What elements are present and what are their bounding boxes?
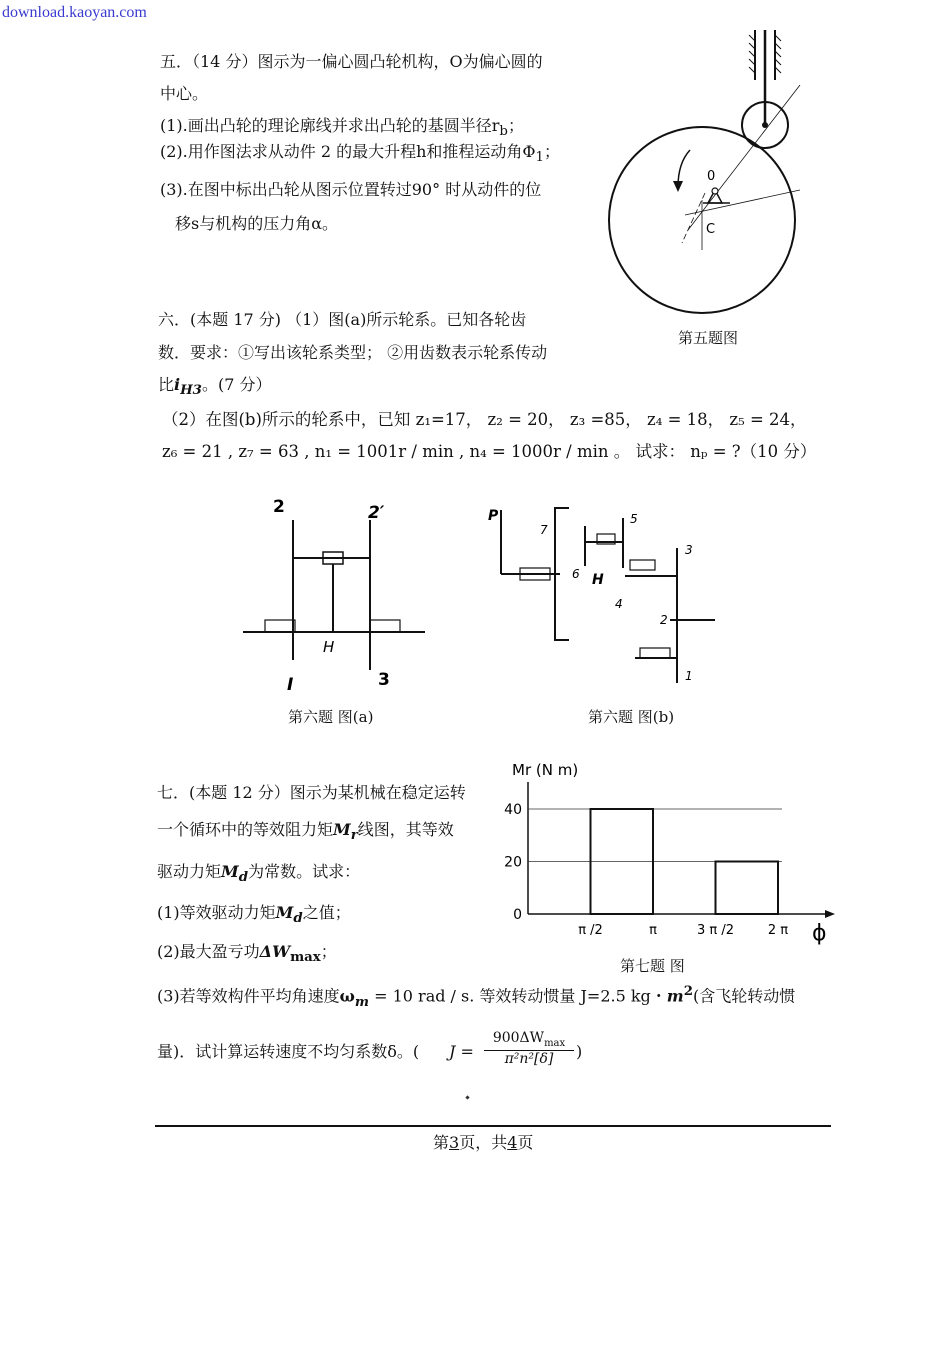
footer-post: 页 [517,1133,534,1152]
q5-item1-sub: b [499,124,508,140]
q7-item3 [157,983,795,1011]
cam-mechanism-figure [600,25,815,325]
q7-line1: 七．(本题 12 分）图示为某机械在稳定运转 [157,783,466,802]
q7-line3-m: M [221,862,239,881]
q5-line1: 五．（14 分）图示为一偏心圆凸轮机构，O为偏心圆的 [160,52,543,71]
fig-a-label-h: H [323,638,335,656]
q7-item3-sup: 2 [683,983,694,999]
q5-item3a: (3).在图中标出凸轮从图示位置转过90° 时从动件的位 [160,180,542,199]
rotation-arrowhead [673,181,683,192]
q6-line3-pre: 比 [158,375,175,394]
gear-train-a-figure [235,490,435,700]
q7-item3-post: (含飞轮转动惯 [693,986,796,1006]
q5-item1-end: ； [507,116,524,135]
label-c: C [706,222,716,237]
q7-item1-m: M [275,903,294,922]
q5-item1 [160,116,524,141]
offset-line [682,193,705,243]
q5-item2-sub: 1 [535,150,545,166]
fig-b-frame-mid [630,560,655,570]
chart-bar-1 [716,862,779,915]
q7-line2-sub: r [350,827,358,844]
fig-b-label-7: 7 [540,523,548,537]
q7-item1 [157,903,351,928]
q7-item2-pre: (2)最大盈亏功 [157,942,260,961]
q7-line-last-post: ) [576,1042,583,1061]
q5-item2-text: (2).用作图法求从动件 2 的最大升程h和推程运动角Φ [160,142,536,161]
q7-item3-w: ω [339,986,355,1006]
q7-item1-post: 之值； [302,903,351,922]
q7-item2-w: ΔW [259,942,291,961]
footer-rule [155,1125,831,1127]
chart-x-tick-2: 3 π /2 [696,923,735,938]
q7-item2-post: ； [320,942,337,961]
fig-b-label-5: 5 [630,512,638,526]
q6-line3 [158,375,271,400]
q6-part2-line2: z₆ = 21 , z₇ = 63 , n₁ = 1001r / min , n₄ = 1000r / min 。 试求： nₚ = ?（10 分） [162,442,817,461]
q7-line3-sub: d [238,869,249,886]
fig-a-frame-right [370,620,400,632]
q7-formula-fraction [484,1030,574,1067]
q5-figure-caption: 第五题图 [678,329,739,347]
fig-b-frame-bottom [640,648,670,658]
q5-item2 [160,142,560,167]
q7-figure-caption: 第七题 图 [620,957,685,975]
fig-a-label-3: 3 [378,670,390,690]
fig-a-frame-left [265,620,295,632]
chart-y-tick-1: 20 [504,854,522,871]
q7-formula-numerator: 900ΔW [492,1030,545,1046]
fig-b-label-2: 2 [660,613,668,627]
pivot-o [712,188,718,194]
fig-b-label-1: 1 [685,669,693,683]
q7-line3-post: 为常数。试求： [248,862,361,881]
gear-train-b-figure [485,498,720,693]
q7-item2-sub: max [290,949,321,966]
q7-line3 [157,862,360,887]
q7-line2-post: 线图，其等效 [357,820,454,839]
q7-line-last-pre: 量)．试计算运转速度不均匀系数δ。( [157,1042,420,1061]
chart-x-tick-1: π [649,923,657,938]
fig-a-label-2p: 2′ [368,503,385,523]
chart-ticks [504,802,788,938]
q5-item1-text: (1).画出凸轮的理论廓线并求出凸轮的基圆半径r [160,116,500,135]
q6-part2-line1: （2）在图(b)所示的轮系中，已知 z₁=17， z₂ = 20， z₃ =85， z₄ = 18， z₅ = 24， [162,410,807,429]
q5-item2-end: ； [544,142,561,161]
label-o: 0 [707,169,716,184]
footer-pre: 第 [433,1133,450,1152]
chart-x-axis-arrow [825,910,835,918]
chart-x-tick-3: 2 π [767,923,789,938]
q7-line3-pre: 驱动力矩 [157,862,222,881]
q6-ratio-i: i [174,375,181,394]
source-watermark: download.kaoyan.com [2,4,147,21]
q7-line2-m: M [333,820,351,839]
chart-grid [528,809,782,862]
fig-b-label-3: 3 [685,543,693,557]
footer-total-pages: 4 [507,1133,518,1152]
page-footer [433,1133,533,1153]
chart-x-axis-label: ϕ [812,921,827,946]
q7-formula-denominator: π²n²[δ] [504,1050,554,1067]
q7-item3-pre: (3)若等效构件平均角速度 [157,986,340,1006]
q6-line3-post: 。(7 分） [201,375,272,394]
chart-y-axis-label: Mr (N m) [512,761,579,779]
fig-b-caption: 第六题 图(b) [588,708,675,726]
cam-centerline [688,85,800,230]
chart-y-tick-0: 40 [504,802,522,818]
q7-formula-num-sub: max [544,1037,566,1049]
q7-formula-j: J = [449,1042,474,1061]
q7-item3-sub: m [354,993,370,1010]
fig-a-caption: 第六题 图(a) [288,708,374,726]
q7-formula-numerator-wrap [484,1030,574,1051]
q6-line1: 六．(本题 17 分) （1）图(a)所示轮系。已知各轮齿 [158,310,527,329]
q7-item2 [157,942,337,967]
q7-line2 [157,820,454,845]
footer-mid: 页，共 [459,1133,508,1152]
fig-b-label-4: 4 [615,597,623,611]
footer-page-number: 3 [449,1133,460,1152]
fig-b-label-p: P [488,508,499,524]
fig-a-label-2: 2 [273,497,285,517]
q7-item1-pre: (1)等效驱动力矩 [157,903,276,922]
scan-speck [465,1095,469,1099]
fig-b-label-h: H [592,572,604,588]
q7-line2-pre: 一个循环中的等效阻力矩 [157,820,334,839]
q5-line2: 中心。 [160,84,209,103]
q7-item3-mid: = 10 rad / s. 等效转动惯量 J=2.5 kg・ [369,986,667,1006]
chart-x-tick-0: π /2 [578,923,603,938]
q6-ratio-sub: H3 [180,382,202,399]
fig-a-label-1: I [287,675,294,695]
chart-y-tick-2: 0 [513,907,522,923]
q5-item3b: 移s与机构的压力角α。 [175,214,339,233]
fig-b-label-6: 6 [572,567,580,581]
mr-chart [490,755,840,955]
q6-line2: 数．要求：①写出该轮系类型； ②用齿数表示轮系传动 [158,343,548,362]
q7-item1-sub: d [293,910,303,927]
q7-item3-m2: m [666,986,684,1006]
